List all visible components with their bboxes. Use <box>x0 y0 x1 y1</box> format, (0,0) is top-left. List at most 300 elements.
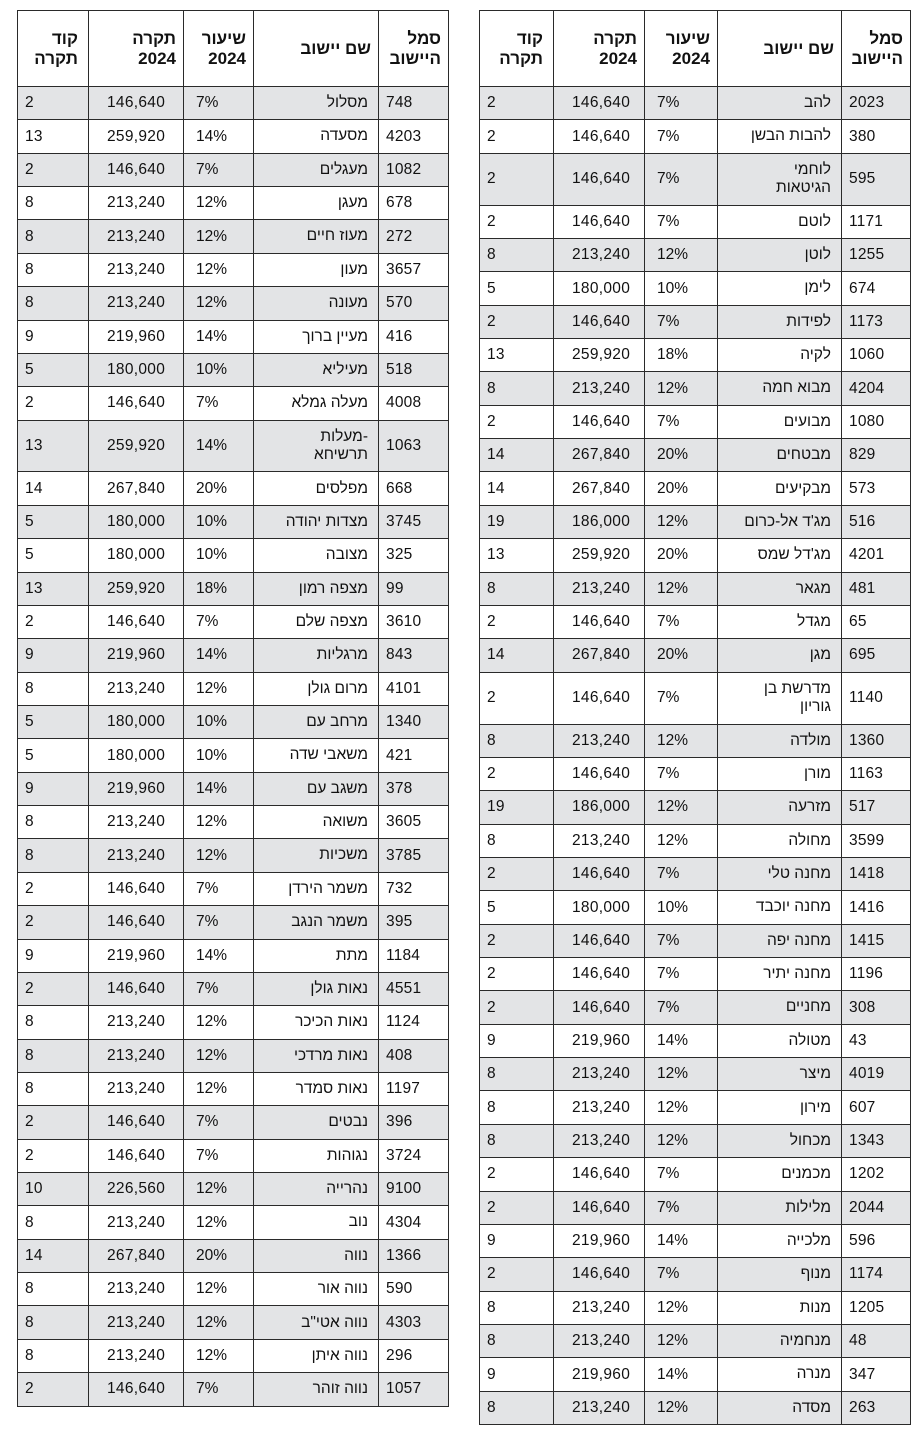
cell-symbol: 9100 <box>379 1173 449 1206</box>
cell-settlement-name <box>254 1006 379 1039</box>
cell-symbol: 573 <box>842 472 911 505</box>
settlement-name-line: מגאר <box>795 579 831 597</box>
cell-rate: 10% <box>184 739 254 772</box>
table-row <box>480 672 911 724</box>
cell-code: 2 <box>480 153 554 205</box>
cell-rate: 12% <box>184 806 254 839</box>
cell-settlement-name <box>254 1239 379 1272</box>
settlement-name-line: מצדות יהודה <box>285 512 368 530</box>
cell-symbol: 732 <box>379 872 449 905</box>
table-row <box>480 1358 911 1391</box>
cell-rate: 20% <box>645 539 718 572</box>
cell-code: 9 <box>480 1024 554 1057</box>
table-row <box>480 1291 911 1324</box>
cell-settlement-name <box>718 1258 842 1291</box>
cell-symbol: 1124 <box>379 1006 449 1039</box>
table-row <box>18 539 449 572</box>
cell-cap: 146,640 <box>554 1191 645 1224</box>
table-row <box>480 1258 911 1291</box>
table-row <box>18 320 449 353</box>
cell-settlement-name <box>718 1158 842 1191</box>
cell-cap: 267,840 <box>554 639 645 672</box>
cell-settlement-name <box>254 420 379 472</box>
cell-code: 8 <box>18 1273 89 1306</box>
settlement-name-line: מרום גולן <box>307 679 368 697</box>
cell-cap: 146,640 <box>554 672 645 724</box>
cell-code: 2 <box>480 924 554 957</box>
cell-settlement-name <box>718 339 842 372</box>
cell-symbol: 1415 <box>842 924 911 957</box>
cell-settlement-name <box>254 706 379 739</box>
settlement-name-line: להב <box>804 94 831 112</box>
cell-rate: 12% <box>645 238 718 271</box>
cell-symbol: 421 <box>379 739 449 772</box>
cell-cap: 180,000 <box>89 539 184 572</box>
cell-rate: 14% <box>184 420 254 472</box>
table-row <box>480 539 911 572</box>
cell-symbol: 518 <box>379 353 449 386</box>
cell-rate: 7% <box>184 153 254 186</box>
cell-settlement-name <box>718 891 842 924</box>
cell-symbol: 1171 <box>842 205 911 238</box>
cell-cap: 219,960 <box>554 1024 645 1057</box>
settlement-name-line: נאות מרדכי <box>293 1046 368 1064</box>
cell-cap: 219,960 <box>89 320 184 353</box>
cell-symbol: 325 <box>379 539 449 572</box>
cell-settlement-name <box>718 857 842 890</box>
cell-symbol: 517 <box>842 791 911 824</box>
cell-symbol: 1205 <box>842 1291 911 1324</box>
cell-symbol: 695 <box>842 639 911 672</box>
settlement-name-line: מעלות- <box>320 427 368 445</box>
settlement-name-line: לפידות <box>786 312 831 330</box>
settlement-name-line: לוטן <box>804 246 831 263</box>
cell-code: 5 <box>18 539 89 572</box>
table-row <box>480 1391 911 1424</box>
cell-code: 2 <box>18 1139 89 1172</box>
cell-symbol: 43 <box>842 1024 911 1057</box>
cell-cap: 146,640 <box>554 205 645 238</box>
cell-cap: 213,240 <box>89 1339 184 1372</box>
table-row <box>480 153 911 205</box>
cell-symbol: 1080 <box>842 405 911 438</box>
cell-rate: 7% <box>645 120 718 153</box>
settlement-name-line: מחנה טלי <box>767 865 831 882</box>
table-row <box>18 505 449 538</box>
cell-symbol: 3724 <box>379 1139 449 1172</box>
cell-cap: 146,640 <box>89 1139 184 1172</box>
cell-settlement-name <box>718 1191 842 1224</box>
settlement-name-line: מעגלים <box>319 160 368 178</box>
table-row <box>18 605 449 638</box>
cell-rate: 10% <box>184 505 254 538</box>
cell-code: 5 <box>480 272 554 305</box>
cell-symbol: 516 <box>842 505 911 538</box>
cell-rate: 12% <box>184 1072 254 1105</box>
cell-symbol: 395 <box>379 906 449 939</box>
cell-cap: 219,960 <box>89 772 184 805</box>
cell-cap: 213,240 <box>89 1206 184 1239</box>
table-row <box>480 505 911 538</box>
cell-settlement-name <box>254 387 379 420</box>
header-code: קוד תקרה <box>18 11 89 87</box>
table-row <box>18 906 449 939</box>
cell-cap: 180,000 <box>89 505 184 538</box>
cell-cap: 213,240 <box>554 1291 645 1324</box>
cell-code: 2 <box>18 605 89 638</box>
settlement-name-line: מגדל <box>796 612 831 630</box>
cell-cap: 186,000 <box>554 505 645 538</box>
cell-code: 14 <box>18 1239 89 1272</box>
cell-symbol: 678 <box>379 187 449 220</box>
cell-cap: 180,000 <box>554 272 645 305</box>
cell-settlement-name <box>254 1173 379 1206</box>
cell-code: 2 <box>480 87 554 120</box>
cell-settlement-name <box>718 991 842 1024</box>
table-row <box>480 305 911 338</box>
cell-code: 8 <box>480 724 554 757</box>
cell-symbol: 4304 <box>379 1206 449 1239</box>
cell-cap: 259,920 <box>554 339 645 372</box>
cell-symbol: 3657 <box>379 253 449 286</box>
cell-rate: 10% <box>184 353 254 386</box>
cell-settlement-name <box>718 439 842 472</box>
table-row <box>18 87 449 120</box>
cell-symbol: 1366 <box>379 1239 449 1272</box>
cell-rate: 14% <box>184 320 254 353</box>
settlement-name-line: מנרה <box>796 1365 831 1383</box>
cell-code: 2 <box>18 1106 89 1139</box>
table-row <box>480 238 911 271</box>
settlement-name-line: לוטם <box>798 212 831 230</box>
cell-cap: 213,240 <box>554 1058 645 1091</box>
settlement-name-line: מפלסים <box>315 479 368 497</box>
cell-settlement-name <box>254 120 379 153</box>
settlement-name-line: נהרייה <box>326 1180 368 1198</box>
settlement-name-line: מנחמיה <box>779 1332 831 1350</box>
cell-cap: 146,640 <box>554 605 645 638</box>
table-row <box>480 991 911 1024</box>
cell-cap: 146,640 <box>89 605 184 638</box>
settlement-name-line: לקיה <box>800 346 831 364</box>
cell-symbol: 65 <box>842 605 911 638</box>
cell-code: 2 <box>480 857 554 890</box>
cell-cap: 213,240 <box>554 572 645 605</box>
cell-cap: 219,960 <box>554 1224 645 1257</box>
table-row <box>18 572 449 605</box>
cell-code: 2 <box>480 1158 554 1191</box>
cell-rate: 12% <box>184 672 254 705</box>
cell-symbol: 1057 <box>379 1373 449 1406</box>
settlement-name-line: מיצר <box>799 1065 831 1083</box>
settlement-name-line: מחנה יתיר <box>763 965 831 983</box>
table-row <box>480 824 911 857</box>
cell-symbol: 4201 <box>842 539 911 572</box>
cell-cap: 213,240 <box>554 1091 645 1124</box>
cell-rate: 12% <box>184 1173 254 1206</box>
cell-symbol: 607 <box>842 1091 911 1124</box>
table-row <box>18 253 449 286</box>
cell-symbol: 481 <box>842 572 911 605</box>
cell-settlement-name <box>718 1358 842 1391</box>
cell-code: 8 <box>480 1391 554 1424</box>
cell-cap: 213,240 <box>89 220 184 253</box>
cell-rate: 14% <box>184 939 254 972</box>
cell-rate: 12% <box>645 505 718 538</box>
settlement-name-line: משואה <box>322 813 368 831</box>
table-row <box>18 120 449 153</box>
cell-rate: 14% <box>645 1024 718 1057</box>
cell-settlement-name <box>254 87 379 120</box>
cell-code: 2 <box>18 87 89 120</box>
cell-cap: 213,240 <box>89 1006 184 1039</box>
settlement-name-line: מירון <box>799 1098 831 1116</box>
cell-cap: 213,240 <box>554 724 645 757</box>
cell-rate: 7% <box>645 1258 718 1291</box>
cell-rate: 12% <box>645 1058 718 1091</box>
cell-code: 19 <box>480 791 554 824</box>
table-row <box>18 1306 449 1339</box>
cell-code: 2 <box>480 1191 554 1224</box>
cell-cap: 146,640 <box>554 405 645 438</box>
settlement-name-line: לוחמי <box>793 160 831 178</box>
cell-code: 8 <box>18 1006 89 1039</box>
cell-code: 2 <box>480 305 554 338</box>
settlement-name-line: מלכייה <box>786 1231 831 1249</box>
header-rate: שיעור 2024 <box>645 11 718 87</box>
cell-cap: 146,640 <box>554 924 645 957</box>
table-row <box>480 1224 911 1257</box>
table-row <box>480 924 911 957</box>
cell-code: 2 <box>480 757 554 790</box>
cell-symbol: 4008 <box>379 387 449 420</box>
cell-symbol: 1163 <box>842 757 911 790</box>
cell-code: 2 <box>18 153 89 186</box>
cell-cap: 259,920 <box>89 572 184 605</box>
settlement-name-line: מגן <box>809 646 831 664</box>
table-row <box>18 1273 449 1306</box>
cell-settlement-name <box>254 605 379 638</box>
cell-rate: 14% <box>645 1224 718 1257</box>
cell-rate: 12% <box>645 724 718 757</box>
cell-settlement-name <box>718 1091 842 1124</box>
settlement-name-line: מעלה גמלא <box>291 394 368 412</box>
cell-rate: 12% <box>184 253 254 286</box>
cell-settlement-name <box>718 1224 842 1257</box>
cell-settlement-name <box>254 772 379 805</box>
cell-rate: 12% <box>184 1273 254 1306</box>
settlement-name-line: מעיליא <box>322 360 368 378</box>
cell-code: 9 <box>480 1224 554 1257</box>
settlement-name-line: מחנה יפה <box>766 931 831 949</box>
table-row <box>18 1206 449 1239</box>
cell-rate: 12% <box>645 1124 718 1157</box>
cell-symbol: 4203 <box>379 120 449 153</box>
cell-code: 8 <box>480 1325 554 1358</box>
cell-rate: 18% <box>645 339 718 372</box>
settlement-name-line: להבות הבשן <box>750 127 831 145</box>
cell-rate: 10% <box>645 272 718 305</box>
settlement-name-line: מטולה <box>788 1031 831 1049</box>
table-row <box>480 272 911 305</box>
cell-symbol: 1140 <box>842 672 911 724</box>
settlement-name-line: מסעדה <box>320 127 368 145</box>
cell-rate: 12% <box>184 1006 254 1039</box>
cell-settlement-name <box>718 1325 842 1358</box>
cell-rate: 12% <box>184 839 254 872</box>
table-row <box>480 405 911 438</box>
cell-code: 2 <box>18 1373 89 1406</box>
settlement-name-line: מעון <box>340 260 368 278</box>
cell-symbol: 843 <box>379 639 449 672</box>
cell-rate: 12% <box>645 1291 718 1324</box>
cell-code: 2 <box>480 991 554 1024</box>
cell-code: 8 <box>480 1091 554 1124</box>
cell-rate: 7% <box>184 387 254 420</box>
settlement-name-line: מבקיעים <box>774 479 831 497</box>
cell-rate: 7% <box>645 87 718 120</box>
cell-settlement-name <box>718 791 842 824</box>
cell-rate: 7% <box>645 305 718 338</box>
cell-rate: 12% <box>184 1339 254 1372</box>
cell-cap: 226,560 <box>89 1173 184 1206</box>
cell-symbol: 1197 <box>379 1072 449 1105</box>
cell-code: 9 <box>18 639 89 672</box>
cell-symbol: 308 <box>842 991 911 1024</box>
cell-symbol: 378 <box>379 772 449 805</box>
settlement-name-line: מצובה <box>325 546 368 564</box>
cell-code: 2 <box>18 972 89 1005</box>
cell-symbol: 416 <box>379 320 449 353</box>
settlements-table-right <box>479 10 911 1425</box>
cell-cap: 213,240 <box>89 839 184 872</box>
cell-cap: 213,240 <box>89 253 184 286</box>
cell-rate: 7% <box>645 1158 718 1191</box>
cell-settlement-name <box>718 757 842 790</box>
settlement-name-line: מג'דל שמס <box>757 546 831 564</box>
cell-settlement-name <box>254 472 379 505</box>
table-row <box>18 739 449 772</box>
cell-settlement-name <box>718 824 842 857</box>
settlement-name-line: מכחול <box>789 1131 831 1149</box>
cell-cap: 259,920 <box>89 120 184 153</box>
settlement-name-line: נאות סמדר <box>295 1079 368 1097</box>
settlement-name-line: מעגן <box>337 194 368 212</box>
cell-code: 14 <box>480 439 554 472</box>
cell-symbol: 1173 <box>842 305 911 338</box>
cell-settlement-name <box>718 405 842 438</box>
cell-code: 5 <box>18 505 89 538</box>
settlement-name-line: נוב <box>348 1213 368 1231</box>
cell-rate: 12% <box>184 1039 254 1072</box>
cell-symbol: 4551 <box>379 972 449 1005</box>
header-cap: תקרה 2024 <box>89 11 184 87</box>
table-row <box>18 806 449 839</box>
table-row <box>480 605 911 638</box>
settlement-name-line: מדרשת בן <box>763 679 831 697</box>
cell-rate: 7% <box>645 605 718 638</box>
table-body <box>18 87 449 1407</box>
cell-cap: 146,640 <box>554 87 645 120</box>
cell-cap: 267,840 <box>554 472 645 505</box>
cell-settlement-name <box>254 1273 379 1306</box>
cell-code: 9 <box>18 320 89 353</box>
cell-code: 5 <box>18 739 89 772</box>
cell-rate: 14% <box>184 120 254 153</box>
cell-symbol: 1360 <box>842 724 911 757</box>
cell-code: 8 <box>480 824 554 857</box>
cell-cap: 186,000 <box>554 791 645 824</box>
cell-code: 8 <box>18 253 89 286</box>
cell-cap: 180,000 <box>89 706 184 739</box>
cell-code: 5 <box>18 706 89 739</box>
table-row <box>18 1339 449 1372</box>
cell-symbol: 1343 <box>842 1124 911 1157</box>
cell-symbol: 3745 <box>379 505 449 538</box>
cell-settlement-name <box>254 1206 379 1239</box>
table-header-row <box>480 11 911 87</box>
cell-rate: 20% <box>184 472 254 505</box>
settlement-name-line: מבוא חמה <box>762 379 831 397</box>
cell-rate: 20% <box>645 472 718 505</box>
cell-rate: 12% <box>645 572 718 605</box>
cell-settlement-name <box>254 1139 379 1172</box>
cell-cap: 213,240 <box>89 1273 184 1306</box>
cell-rate: 7% <box>645 153 718 205</box>
cell-rate: 7% <box>184 605 254 638</box>
cell-code: 8 <box>18 806 89 839</box>
cell-symbol: 4019 <box>842 1058 911 1091</box>
cell-rate: 7% <box>184 87 254 120</box>
table-row <box>480 1158 911 1191</box>
table-row <box>480 472 911 505</box>
cell-symbol: 829 <box>842 439 911 472</box>
cell-cap: 259,920 <box>89 420 184 472</box>
cell-symbol: 99 <box>379 572 449 605</box>
settlement-name-line: משמר הירדן <box>288 879 368 897</box>
cell-code: 8 <box>18 839 89 872</box>
cell-cap: 213,240 <box>554 1391 645 1424</box>
cell-symbol: 4101 <box>379 672 449 705</box>
cell-code: 8 <box>480 1291 554 1324</box>
cell-code: 8 <box>18 287 89 320</box>
cell-symbol: 748 <box>379 87 449 120</box>
cell-symbol: 1063 <box>379 420 449 472</box>
table-row <box>480 791 911 824</box>
header-symbol: סמל היישוב <box>842 11 911 87</box>
cell-code: 2 <box>480 958 554 991</box>
table-row <box>18 672 449 705</box>
cell-settlement-name <box>254 572 379 605</box>
settlement-name-line: מחולה <box>788 831 831 849</box>
header-code: קוד תקרה <box>480 11 554 87</box>
table-row <box>18 387 449 420</box>
cell-settlement-name <box>718 238 842 271</box>
cell-settlement-name <box>254 1039 379 1072</box>
table-row <box>480 439 911 472</box>
cell-code: 8 <box>18 220 89 253</box>
cell-rate: 18% <box>184 572 254 605</box>
cell-symbol: 1340 <box>379 706 449 739</box>
cell-symbol: 263 <box>842 1391 911 1424</box>
settlement-name-line: נווה איתן <box>311 1346 368 1364</box>
settlement-name-line: מבועים <box>783 412 831 430</box>
cell-cap: 267,840 <box>554 439 645 472</box>
cell-symbol: 1416 <box>842 891 911 924</box>
table-row <box>480 1325 911 1358</box>
cell-settlement-name <box>254 672 379 705</box>
cell-cap: 213,240 <box>89 806 184 839</box>
